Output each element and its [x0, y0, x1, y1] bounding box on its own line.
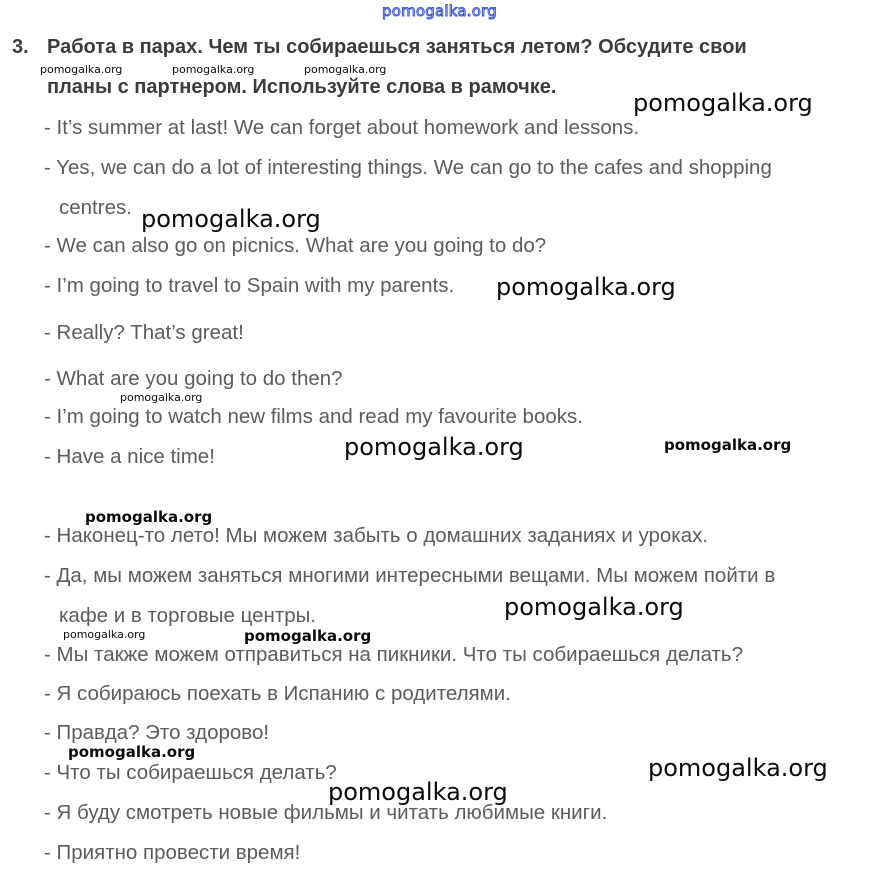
watermark: pomogalka.org	[244, 627, 372, 645]
watermark: pomogalka.org	[664, 436, 792, 454]
dialogue-line: - Правда? Это здорово!	[44, 721, 270, 744]
watermark: pomogalka.org	[504, 593, 684, 621]
dialogue-line-continuation: centres.	[59, 196, 132, 219]
watermark: pomogalka.org	[172, 63, 255, 76]
watermark: pomogalka.org	[344, 433, 524, 461]
watermark: pomogalka.org	[40, 63, 123, 76]
dialogue-line: - Мы также можем отправиться на пикники. Что ты собираешься делать?	[44, 643, 744, 666]
dialogue-line: - Что ты собираешься делать?	[44, 761, 337, 784]
dialogue-line: - I’m going to travel to Spain with my parents.	[44, 274, 455, 297]
dialogue-line: - Yes, we can do a lot of interesting things. We can go to the cafes and shopping	[44, 156, 772, 179]
watermark: pomogalka.org	[85, 508, 213, 526]
watermark: pomogalka.org	[63, 628, 146, 641]
task-title-line-1: Работа в парах. Чем ты собираешься заняться летом? Обсудите свои	[47, 36, 747, 58]
header-watermark: pomogalka.org	[382, 2, 497, 20]
task-number: 3.	[12, 36, 29, 58]
watermark: pomogalka.org	[68, 743, 196, 761]
dialogue-line: - It’s summer at last! We can forget about homework and lessons.	[44, 116, 640, 139]
watermark: pomogalka.org	[328, 778, 508, 806]
watermark: pomogalka.org	[141, 205, 321, 233]
dialogue-line: - Я буду смотреть новые фильмы и читать любимые книги.	[44, 801, 608, 824]
watermark: pomogalka.org	[648, 754, 828, 782]
dialogue-line: - I’m going to watch new films and read my favourite books.	[44, 405, 583, 428]
dialogue-line: - Have a nice time!	[44, 445, 215, 468]
dialogue-line: - Приятно провести время!	[44, 841, 301, 864]
watermark: pomogalka.org	[633, 89, 813, 117]
dialogue-line: - We can also go on picnics. What are you going to do?	[44, 234, 547, 257]
dialogue-line-continuation: кафе и в торговые центры.	[59, 604, 317, 627]
dialogue-line: - Я собираюсь поехать в Испанию с родителями.	[44, 682, 511, 705]
watermark: pomogalka.org	[120, 391, 203, 404]
dialogue-line: - Наконец-то лето! Мы можем забыть о домашних заданиях и уроках.	[44, 524, 709, 547]
watermark: pomogalka.org	[496, 273, 676, 301]
dialogue-line: - What are you going to do then?	[44, 367, 343, 390]
dialogue-line: - Really? That’s great!	[44, 321, 244, 344]
task-title-line-2: планы с партнером. Используйте слова в рамочке.	[47, 76, 557, 98]
dialogue-line: - Да, мы можем заняться многими интересными вещами. Мы можем пойти в	[44, 564, 776, 587]
watermark: pomogalka.org	[304, 63, 387, 76]
